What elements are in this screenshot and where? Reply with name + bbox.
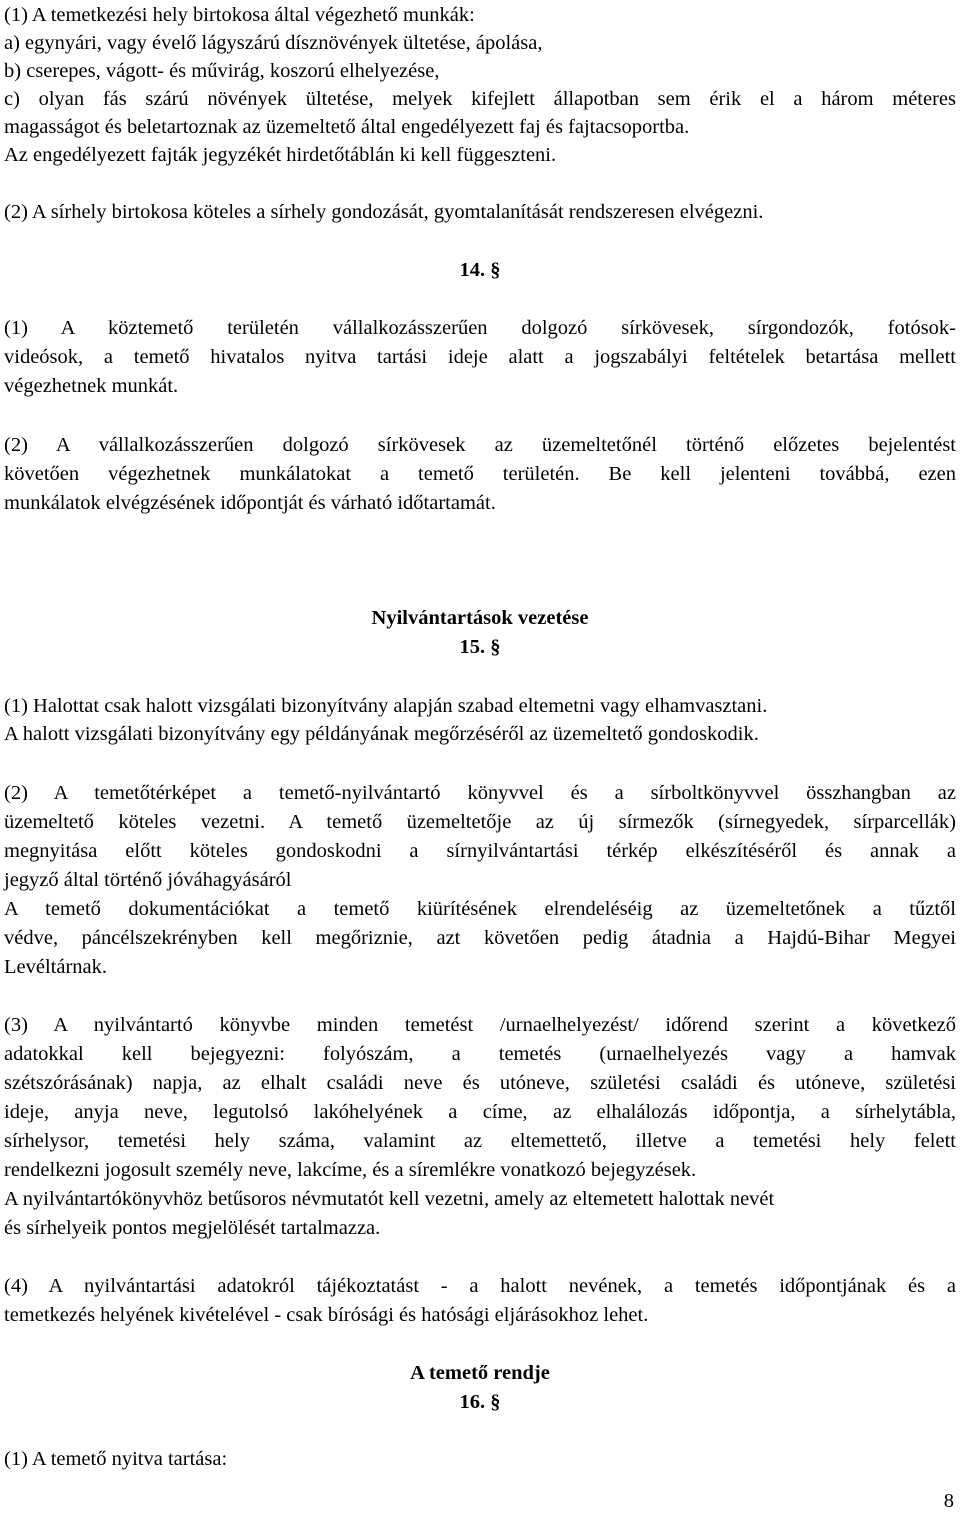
paragraph-line: Levéltárnak. — [4, 956, 108, 978]
paragraph-line: A temető dokumentációkat a temető kiürítésének elrendeléséig az üzemeltetőnek a tűztől — [4, 898, 956, 920]
paragraph-line: végezhetnek munkát. — [4, 375, 179, 397]
paragraph-line: (3) A nyilvántartó könyvbe minden temetést /urnaelhelyezést/ időrend szerint a következő — [4, 1014, 956, 1036]
section-heading: 15. § — [459, 636, 501, 658]
paragraph-line: b) cserepes, vágott- és művirág, koszorú elhelyezése, — [4, 60, 440, 82]
paragraph-line: (1) A temető nyitva tartása: — [4, 1448, 228, 1470]
paragraph-line: magasságot és beletartoznak az üzemeltető által engedélyezett faj és fajtacsoportba. — [4, 116, 690, 138]
paragraph-line: adatokkal kell bejegyezni: folyószám, a temetés (urnaelhelyezés vagy a hamvak — [4, 1043, 956, 1065]
paragraph-line: (1) A temetkezési hely birtokosa által végezhető munkák: — [4, 4, 475, 26]
paragraph-line: Az engedélyezett fajták jegyzékét hirdetőtáblán ki kell függeszteni. — [4, 144, 557, 166]
paragraph-line: (2) A sírhely birtokosa köteles a sírhely gondozását, gyomtalanítását rendszeresen elvégezni. — [4, 201, 764, 223]
paragraph-line: megnyitása előtt köteles gondoskodni a sírnyilvántartási térkép elkészítéséről és annak a — [4, 840, 956, 862]
paragraph-line: szétszórásának) napja, az elhalt családi neve és utóneve, születési családi és utóneve, születési — [4, 1072, 956, 1094]
paragraph-line: A nyilvántartókönyvhöz betűsoros névmutatót kell vezetni, amely az eltemetett halottak nevét — [4, 1188, 775, 1210]
paragraph-line: (1) Halottat csak halott vizsgálati bizonyítvány alapján szabad eltemetni vagy elhamvasztani. — [4, 695, 768, 717]
paragraph-line: védve, páncélszekrényben kell megőriznie, azt követően pedig átadnia a Hajdú-Bihar Megyei — [4, 927, 956, 949]
paragraph-line: követően végezhetnek munkálatokat a temető területén. Be kell jelenteni továbbá, ezen — [4, 463, 956, 485]
paragraph-line: temetkezés helyének kivételével - csak bírósági és hatósági eljárásokhoz lehet. — [4, 1304, 649, 1326]
page-number: 8 — [943, 1490, 954, 1512]
paragraph-line: munkálatok elvégzésének időpontját és várható időtartamát. — [4, 492, 496, 514]
paragraph-line: (2) A vállalkozásszerűen dolgozó sírkövesek az üzemeltetőnél történő előzetes bejelentést — [4, 434, 956, 456]
paragraph-line: rendelkezni jogosult személy neve, lakcíme, és a síremlékre vonatkozó bejegyzések. — [4, 1159, 697, 1181]
section-heading: 14. § — [459, 259, 501, 281]
paragraph-line: videósok, a temető hivatalos nyitva tartási ideje alatt a jogszabályi feltételek betartása mellett — [4, 346, 956, 368]
paragraph-line: (1) A köztemető területén vállalkozásszerűen dolgozó sírkövesek, sírgondozók, fotósok- — [4, 317, 956, 339]
paragraph-line: c) olyan fás szárú növények ültetése, melyek kifejlett állapotban sem érik el a három méteres — [4, 88, 956, 110]
section-heading: 16. § — [459, 1391, 501, 1413]
section-title: Nyilvántartások vezetése — [371, 607, 589, 629]
paragraph-line: a) egynyári, vagy évelő lágyszárú dísznövények ültetése, ápolása, — [4, 32, 543, 54]
paragraph-line: és sírhelyeik pontos megjelölését tartalmazza. — [4, 1217, 381, 1239]
paragraph-line: (4) A nyilvántartási adatokról tájékoztatást - a halott nevének, a temetés időpontjának és a — [4, 1275, 956, 1297]
paragraph-line: A halott vizsgálati bizonyítvány egy példányának megőrzéséről az üzemeltető gondoskodik. — [4, 723, 759, 745]
paragraph-line: üzemeltető köteles vezetni. A temető üzemeltetője az új sírmezők (sírnegyedek, sírparcellák) — [4, 811, 956, 833]
paragraph-line: (2) A temetőtérképet a temető-nyilvántartó könyvvel és a sírboltkönyvvel összhangban az — [4, 782, 956, 804]
paragraph-line: sírhelysor, temetési hely száma, valamint az eltemettető, illetve a temetési hely felett — [4, 1130, 956, 1152]
section-title: A temető rendje — [410, 1362, 550, 1384]
paragraph-line: ideje, anyja neve, legutolsó lakóhelyének a címe, az elhalálozás időpontja, a sírhelytábla, — [4, 1101, 956, 1123]
paragraph-line: jegyző által történő jóváhagyásáról — [4, 869, 292, 891]
